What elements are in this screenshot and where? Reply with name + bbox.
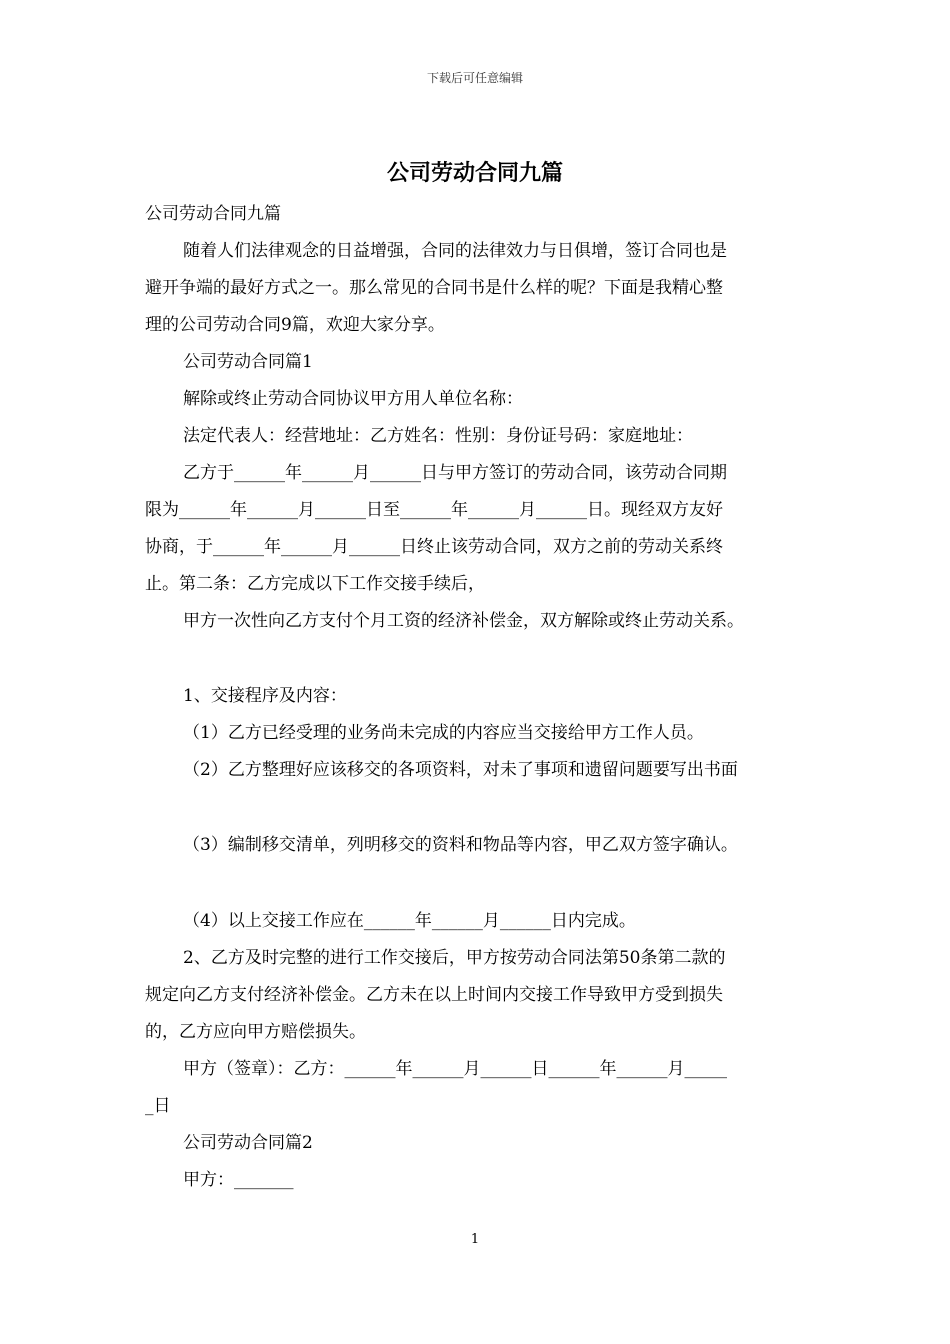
paragraph-line: 乙方于______年______月______日与甲方签订的劳动合同，该劳动合同期 (183, 463, 727, 483)
section-heading: 公司劳动合同篇2 (183, 1133, 313, 1153)
paragraph-line: 甲方：_______ (183, 1170, 294, 1190)
paragraph-line: 理的公司劳动合同9篇，欢迎大家分享。 (145, 315, 445, 335)
paragraph-line: 公司劳动合同九篇 (145, 204, 281, 224)
paragraph-line: （1）乙方已经受理的业务尚未完成的内容应当交接给甲方工作人员。 (183, 723, 704, 743)
paragraph-line: （3）编制移交清单，列明移交的资料和物品等内容，甲乙双方签字确认。 (183, 835, 738, 855)
paragraph-line: 的，乙方应向甲方赔偿损失。 (145, 1022, 366, 1042)
body-block-1 (145, 196, 815, 640)
paragraph-line: 协商，于______年______月______日终止该劳动合同，双方之前的劳动关系终 (145, 537, 723, 557)
body-block-3 (145, 827, 815, 864)
paragraph-line: 避开争端的最好方式之一。那么常见的合同书是什么样的呢？下面是我精心整 (145, 278, 723, 298)
paragraph-line: 随着人们法律观念的日益增强，合同的法律效力与日俱增，签订合同也是 (183, 241, 727, 261)
body-block-4 (145, 903, 815, 1199)
paragraph-line: 止。第二条：乙方完成以下工作交接手续后， (145, 574, 485, 594)
paragraph-line: 解除或终止劳动合同协议甲方用人单位名称： (183, 389, 523, 409)
paragraph-line: 2、乙方及时完整的进行工作交接后，甲方按劳动合同法第50条第二款的 (183, 948, 726, 968)
page-number: 1 (470, 1232, 480, 1247)
section-heading: 公司劳动合同篇1 (183, 352, 313, 372)
header-note: 下载后可任意编辑 (426, 71, 523, 85)
paragraph-line: 限为______年______月______日至______年______月______日。现经双方友好 (145, 500, 723, 520)
paragraph-line: 法定代表人：经营地址：乙方姓名：性别：身份证号码：家庭地址： (183, 426, 693, 446)
document-title: 公司劳动合同九篇 (386, 161, 563, 186)
paragraph-line: （4）以上交接工作应在______年______月______日内完成。 (183, 911, 636, 931)
paragraph-line: 甲方一次性向乙方支付个月工资的经济补偿金，双方解除或终止劳动关系。 (183, 611, 744, 631)
paragraph-line: 1、交接程序及内容： (183, 686, 347, 706)
signature-line-cont: _日 (145, 1096, 171, 1116)
body-block-2 (145, 678, 815, 789)
paragraph-line: 规定向乙方支付经济补偿金。乙方未在以上时间内交接工作导致甲方受到损失 (145, 985, 723, 1005)
signature-line: 甲方（签章）：乙方：______年______月______日______年______月_____ (183, 1059, 727, 1079)
paragraph-line: （2）乙方整理好应该移交的各项资料，对未了事项和遗留问题要写出书面 (183, 760, 738, 780)
